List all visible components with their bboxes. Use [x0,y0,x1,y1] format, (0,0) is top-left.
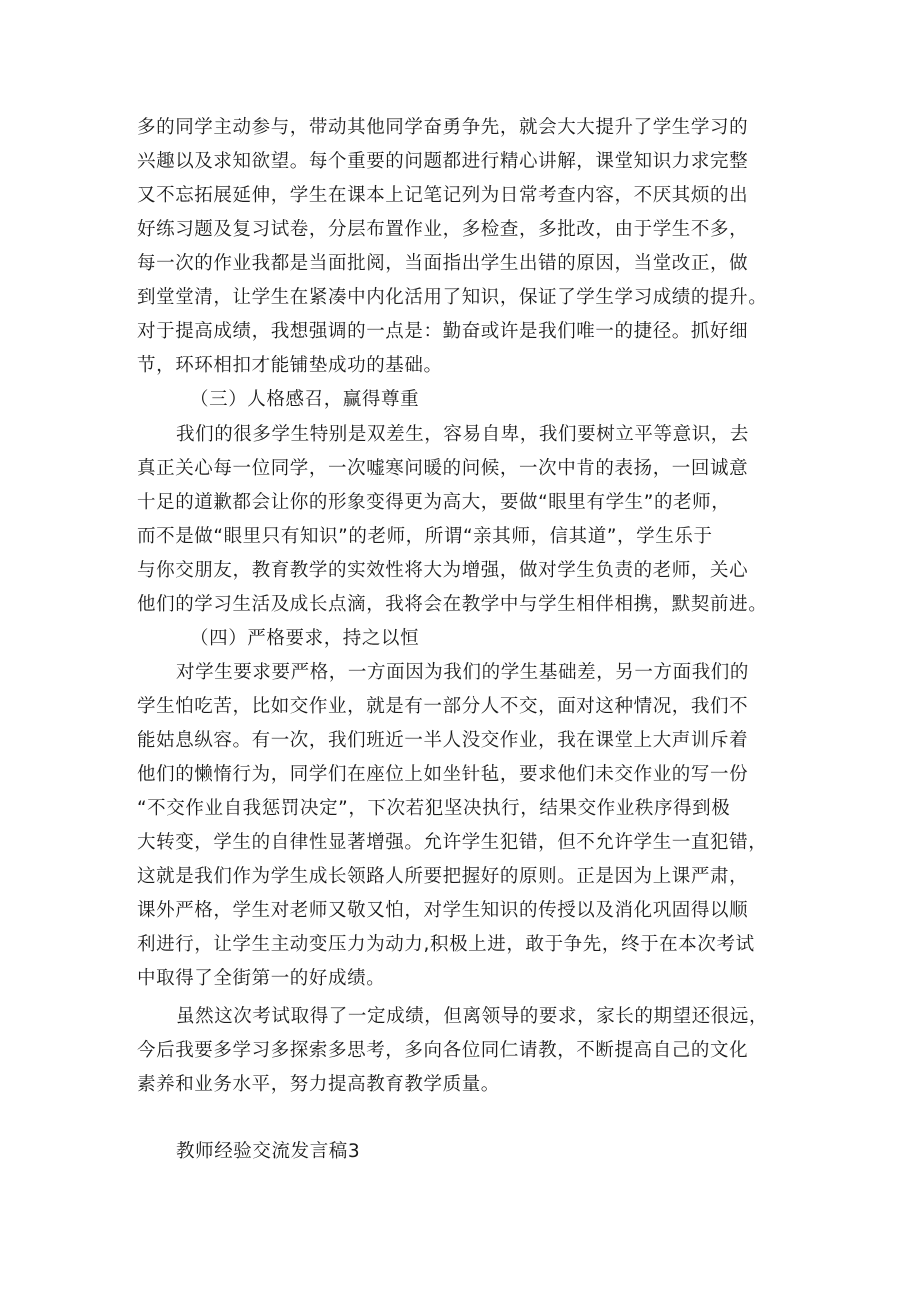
paragraph-line: 他们的懒惰行为，同学们在座位上如坐针毡，要求他们未交作业的写一份 [137,764,749,785]
paragraph-line: 多的同学主动参与，带动其他同学奋勇争先，就会大大提升了学生学习的 [137,117,749,138]
paragraph-line: 这就是我们作为学生成长领路人所要把握好的原则。正是因为上课严肃， [137,866,749,887]
paragraph-line: 兴趣以及求知欲望。每个重要的问题都进行精心讲解，课堂知识力求完整 [137,151,749,172]
paragraph-line: 与你交朋友，教育教学的实效性将大为增强，做对学生负责的老师，关心 [137,560,749,581]
paragraph-line: 能姑息纵容。有一次，我们班近一半人没交作业，我在课堂上大声训斥着 [137,730,749,751]
paragraph-line: 又不忘拓展延伸，学生在课本上记笔记列为日常考查内容，不厌其烦的出 [137,185,749,206]
paragraph-line: 他们的学习生活及成长点滴，我将会在教学中与学生相伴相携，默契前进。 [137,594,768,615]
paragraph-line: 每一次的作业我都是当面批阅，当面指出学生出错的原因，当堂改正，做 [137,253,749,274]
paragraph-line: 节，环环相扣才能铺垫成功的基础。 [137,355,443,376]
paragraph-line: 真正关心每一位同学，一次嘘寒问暖的问候，一次中肯的表扬，一回诚意 [137,458,749,479]
paragraph-line: 到堂堂清，让学生在紧凑中内化活用了知识，保证了学生学习成绩的提升。 [137,287,768,308]
paragraph-line: 素养和业务水平，努力提高教育教学质量。 [137,1074,500,1095]
paragraph-line: 学生怕吃苦，比如交作业，就是有一部分人不交，面对这种情况，我们不 [137,696,749,717]
paragraph-line: 对于提高成绩，我想强调的一点是：勤奋或许是我们唯一的捷径。抓好细 [137,321,749,342]
paragraph-line: 大转变，学生的自律性显著增强。允许学生犯错，但不允许学生一直犯错， [137,832,768,853]
paragraph-line: 虽然这次考试取得了一定成绩，但离领导的要求，家长的期望还很远， [176,1006,769,1027]
paragraph-line: 十足的道歉都会让你的形象变得更为高大，要做“眼里有学生”的老师， [137,492,731,513]
paragraph-line: 今后我要多学习多探索多思考，多向各位同仁请教，不断提高自己的文化 [137,1040,749,1061]
paragraph-line: 我们的很多学生特别是双差生，容易自卑，我们要树立平等意识，去 [176,424,750,445]
paragraph-line: “不交作业自我惩罚决定”，下次若犯坚决执行，结果交作业秩序得到极 [137,798,731,819]
paragraph-line: 对学生要求要严格，一方面因为我们的学生基础差，另一方面我们的 [176,662,750,683]
section-heading: （四）严格要求，持之以恒 [190,628,420,649]
paragraph-line: 利进行，让学生主动变压力为动力,积极上进，敢于争先，终于在本次考试 [137,934,755,955]
paragraph-line: 课外严格，学生对老师又敬又怕，对学生知识的传授以及消化巩固得以顺 [137,900,749,921]
section-heading: （三）人格感召，赢得尊重 [190,389,420,410]
paragraph-line: 而不是做“眼里只有知识”的老师，所谓“亲其师，信其道”，学生乐于 [137,526,713,547]
next-section-title: 教师经验交流发言稿3 [176,1141,361,1162]
paragraph-line: 中取得了全街第一的好成绩。 [137,968,386,989]
paragraph-line: 好练习题及复习试卷，分层布置作业，多检查，多批改，由于学生不多， [137,219,749,240]
